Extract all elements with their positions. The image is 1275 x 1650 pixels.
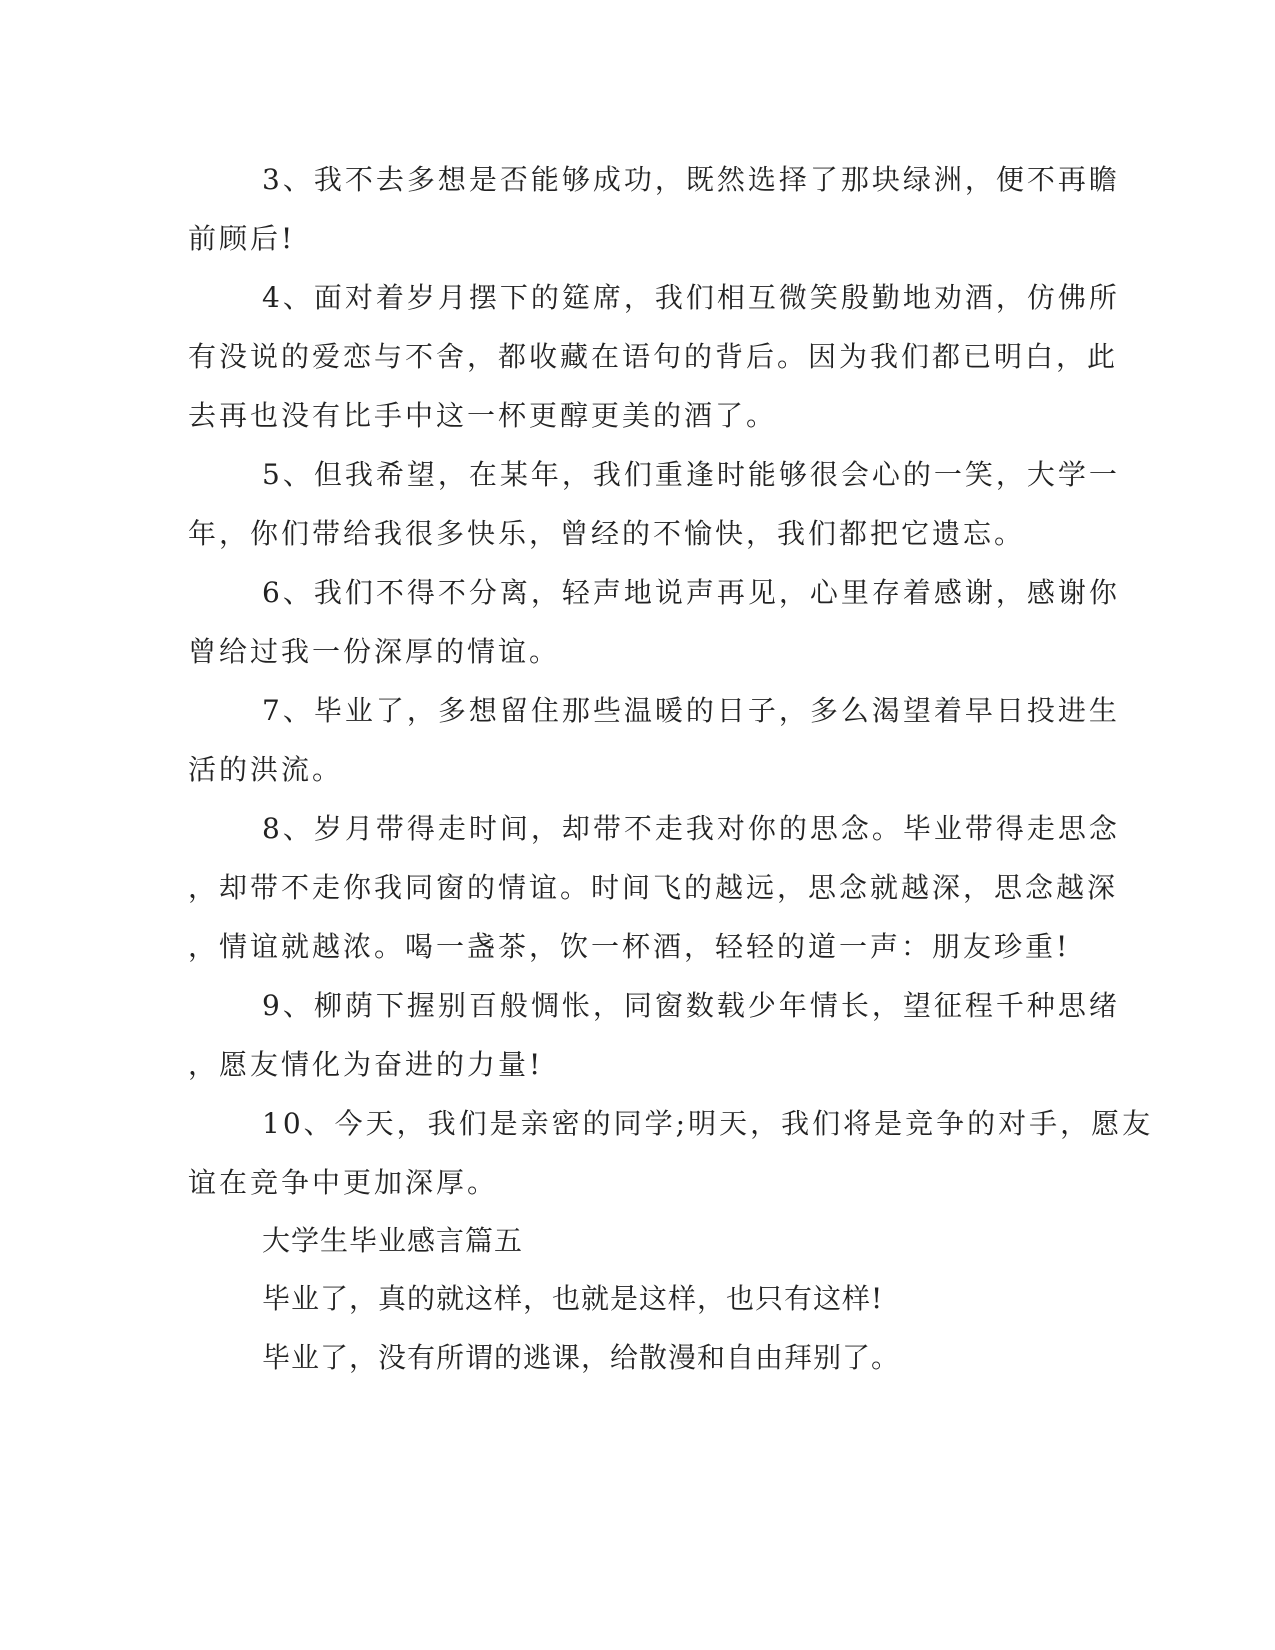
paragraph-line: 7、毕业了，多想留住那些温暖的日子，多么渴望着早日投进生	[262, 694, 1120, 727]
paragraph-line: 10、今天，我们是亲密的同学;明天，我们将是竞争的对手，愿友	[262, 1107, 1154, 1140]
paragraph-line: ，情谊就越浓。喝一盏茶，饮一杯酒，轻轻的道一声：朋友珍重!	[188, 930, 1071, 963]
paragraph-line: 4、面对着岁月摆下的筵席，我们相互微笑殷勤地劝酒，仿佛所	[262, 281, 1120, 314]
paragraph-line: 9、柳荫下握别百般惆怅，同窗数载少年情长，望征程千种思绪	[262, 989, 1120, 1022]
section-title: 大学生毕业感言篇五	[262, 1224, 524, 1257]
paragraph-line: 3、我不去多想是否能够成功，既然选择了那块绿洲，便不再瞻	[262, 163, 1120, 196]
paragraph-line: 8、岁月带得走时间，却带不走我对你的思念。毕业带得走思念	[262, 812, 1120, 845]
paragraph-line: 活的洪流。	[188, 753, 344, 786]
paragraph-line: 年，你们带给我很多快乐，曾经的不愉快，我们都把它遗忘。	[188, 517, 1026, 550]
paragraph-line: 去再也没有比手中这一杯更醇更美的酒了。	[188, 399, 778, 432]
paragraph-line: 6、我们不得不分离，轻声地说声再见，心里存着感谢，感谢你	[262, 576, 1120, 609]
section-line: 毕业了，真的就这样，也就是这样，也只有这样!	[262, 1282, 884, 1315]
paragraph-line: 前顾后!	[188, 222, 296, 255]
paragraph-line: 有没说的爱恋与不舍，都收藏在语句的背后。因为我们都已明白，此	[188, 340, 1119, 373]
paragraph-line: ，愿友情化为奋进的力量!	[188, 1048, 544, 1081]
paragraph-line: 谊在竞争中更加深厚。	[188, 1166, 499, 1199]
paragraph-line: 曾给过我一份深厚的情谊。	[188, 635, 561, 668]
paragraph-line: ，却带不走你我同窗的情谊。时间飞的越远，思念就越深，思念越深	[188, 871, 1119, 904]
paragraph-line: 5、但我希望，在某年，我们重逢时能够很会心的一笑，大学一	[262, 458, 1120, 491]
section-line: 毕业了，没有所谓的逃课，给散漫和自由拜别了。	[262, 1341, 901, 1374]
